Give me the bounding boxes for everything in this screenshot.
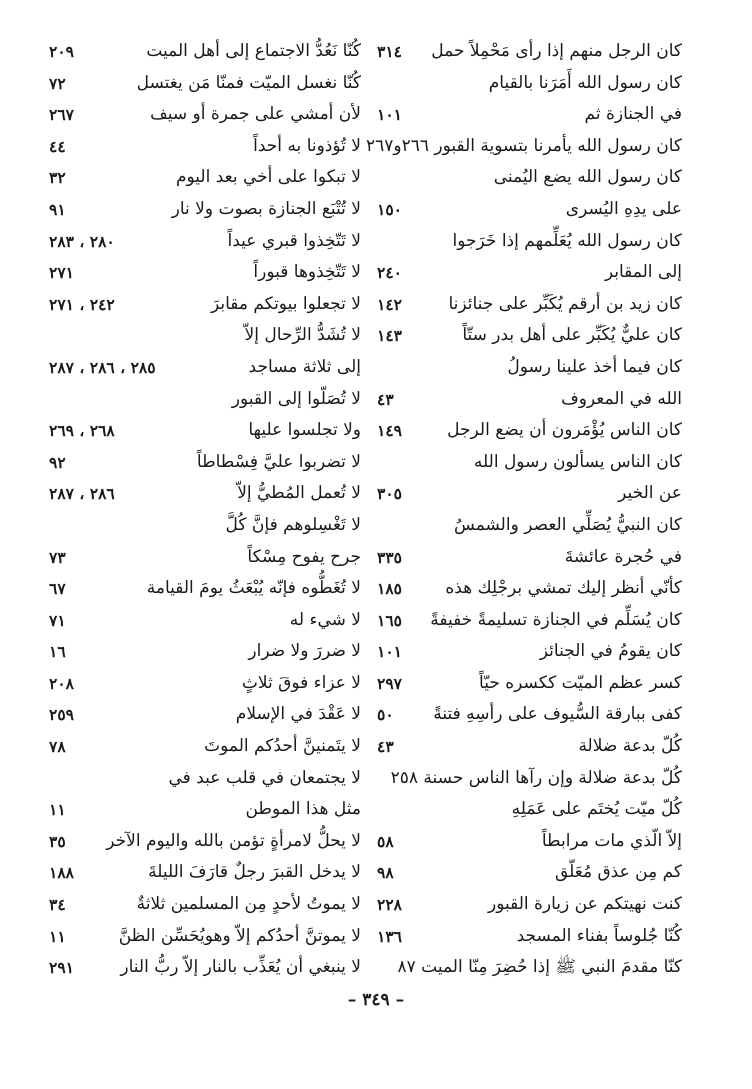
index-entry <box>377 573 682 605</box>
index-entry <box>49 731 361 763</box>
index-entry <box>49 36 361 68</box>
entry-text: لا تَغْسِلوهم فإنَّ كُلَّ <box>225 514 361 535</box>
index-entry <box>49 542 361 574</box>
index-entry <box>377 320 682 352</box>
entry-text: لا يتَمنينَّ أحدُكم الموتَ <box>204 736 361 757</box>
entry-page-number: ٢٦٨ ، ٢٦٩ <box>49 421 115 441</box>
index-entry <box>49 763 361 795</box>
index-entry <box>377 478 682 510</box>
entry-text: لا تَتّخِذوا قبري عيداً <box>227 230 361 251</box>
entry-page-number: ٢٥٩ <box>49 705 74 725</box>
index-entry <box>49 794 361 826</box>
index-entry <box>49 857 361 889</box>
entry-text: كُنّا نغسل الميّت فمنّا مَن يغتسل <box>136 72 361 93</box>
index-column-left <box>49 36 361 984</box>
entry-text: كان رسول الله يضع اليُمنى <box>493 167 682 188</box>
entry-page-number: ٣٢ <box>49 168 66 188</box>
index-entry <box>49 226 361 258</box>
index-entry <box>49 952 361 984</box>
index-entry <box>377 952 682 984</box>
entry-page-number: ٢٧١ <box>49 263 74 283</box>
entry-text: لا تُغَطُّوه فإنّه يُبْعَثُ يومَ القيامة <box>146 578 361 599</box>
index-entry <box>377 415 682 447</box>
entry-page-number: ٧٨ <box>49 737 66 757</box>
entry-page-number: ١٥٠ <box>377 199 402 219</box>
entry-page-number: ٧٣ <box>49 547 66 567</box>
entry-text: جرح يفوح مِسْكاً <box>247 546 361 567</box>
index-entry <box>49 68 361 100</box>
index-entry <box>49 447 361 479</box>
entry-page-number: ٩٨ <box>377 863 394 883</box>
index-entry <box>49 510 361 542</box>
entry-text: كُنّا نَعُدُّ الاجتماع إلى أهل الميت <box>146 41 361 61</box>
index-entry <box>377 889 682 921</box>
index-entry <box>49 415 361 447</box>
index-entry <box>377 542 682 574</box>
index-entry <box>377 99 682 131</box>
entry-page-number: ٢٨٥ ، ٢٨٦ ، ٢٨٧ <box>49 357 156 377</box>
index-entry <box>377 226 682 258</box>
index-entry <box>377 194 682 226</box>
entry-text: كان زيد بن أرقم يُكَبِّر على جنائزنا <box>448 293 682 314</box>
entry-page-number: ٩١ <box>49 199 66 219</box>
index-entry <box>377 36 682 68</box>
entry-page-number: ١١ <box>49 800 66 820</box>
entry-text: لا يجتمعان في قلب عبد في <box>168 767 361 788</box>
entry-text: كان عليٌّ يُكَبِّر على أهل بدر ستّاً <box>462 325 682 346</box>
index-entry <box>49 573 361 605</box>
entry-text: كُلّ ميّت يُختَم على عَمَلِهِ <box>511 799 682 820</box>
entry-text: لا تُعمل المُطيُّ إلاّ <box>237 483 361 504</box>
index-entry <box>377 352 682 384</box>
index-entry <box>377 699 682 731</box>
entry-page-number: ٣٤ <box>49 895 66 915</box>
entry-page-number: ٤٣ <box>377 737 394 757</box>
entry-text: كان النبيُّ يُصَلِّي العصر والشمسُ <box>454 514 682 535</box>
entry-text: لا عَقْدَ في الإسلام <box>235 704 361 725</box>
entry-text: لا عزاء فوقَ ثلاثٍ <box>241 672 361 693</box>
entry-page-number: ٣٥ <box>49 831 66 851</box>
entry-text: كُنّا جُلوساً بفناء المسجد <box>516 925 682 946</box>
entry-text: كان رسول الله يُعَلِّمهم إذا خَرَجوا <box>452 230 682 251</box>
entry-text: لا يموتُ لأحدٍ مِن المسلمين ثلاثةٌ <box>136 894 361 915</box>
entry-page-number: ٣٠٥ <box>377 484 402 504</box>
index-entry <box>377 162 682 194</box>
index-entry <box>377 289 682 321</box>
index-entry <box>49 352 361 384</box>
entry-page-number: ٢٤٢ ، ٢٧١ <box>49 294 115 314</box>
entry-text: لا يموتنَّ أحدُكم إلاّ وهويُحَسِّن الظنَّ <box>118 925 361 946</box>
index-entry <box>377 921 682 953</box>
entry-text: كان رسول الله أَمَرَنا بالقيام <box>488 72 682 93</box>
entry-text: لا تُصَلّوا إلى القبور <box>231 388 361 409</box>
entry-page-number: ١٨٥ <box>377 579 402 599</box>
entry-text: لا تضربوا عليَّ فِسْطاطاً <box>196 451 361 472</box>
entry-page-number: ١٠١ <box>377 642 402 662</box>
index-entry <box>377 605 682 637</box>
entry-text: كنّا مقدمَ النبي ﷺ إذا حُضِرَ مِنّا الميت ٨٧ <box>397 957 682 978</box>
entry-text: لا يدخل القبرَ رجلٌ قارَفَ الليلةَ <box>148 862 361 883</box>
entry-text: كان الناس يسألون رسول الله <box>473 451 682 472</box>
index-entry <box>49 99 361 131</box>
entry-page-number: ٦٧ <box>49 579 66 599</box>
entry-text: لا تجعلوا بيوتكم مقابرَ <box>210 293 361 314</box>
entry-page-number: ٢٦٧ <box>49 105 74 125</box>
index-entry <box>377 510 682 542</box>
index-entry <box>377 826 682 858</box>
index-entry <box>49 636 361 668</box>
entry-page-number: ٢٠٨ <box>49 673 74 693</box>
index-entry <box>49 478 361 510</box>
entry-page-number: ٧١ <box>49 610 66 630</box>
entry-text: كان يُسَلِّم في الجنازة تسليمةً خفيفةً <box>430 609 682 630</box>
index-entry <box>49 320 361 352</box>
entry-page-number: ٣١٤ <box>377 42 402 61</box>
index-entry <box>49 889 361 921</box>
entry-text: لا تُؤذونا به أحداً <box>253 135 361 156</box>
index-column-right <box>365 36 682 984</box>
entry-page-number: ٢٨٦ ، ٢٨٧ <box>49 484 115 504</box>
entry-text: لا تُشَدُّ الرِّحال إلاّ <box>244 325 361 346</box>
index-entry <box>49 605 361 637</box>
index-entry <box>377 794 682 826</box>
entry-text: كُلّ بدعة ضلالة <box>578 736 682 757</box>
entry-text: في الجنازة ثم <box>584 104 682 125</box>
entry-text: كأنّي أنظر إليك تمشي برجْلِك هذه <box>445 578 682 599</box>
entry-page-number: ١٤٣ <box>377 326 402 346</box>
entry-text: كان فيما أخذ علينا رسولُ <box>507 356 682 377</box>
entry-page-number: ٢٩١ <box>49 958 74 978</box>
entry-text: لأن أمشي على جمرة أو سيف <box>150 104 361 125</box>
index-entry <box>365 131 682 163</box>
entry-text: على يدِهِ اليُسرى <box>565 198 682 219</box>
entry-page-number: ٢٠٩ <box>49 42 74 61</box>
entry-text: كسر عظم الميّت ككسره حيّاً <box>479 672 682 693</box>
entry-text: لا تبكوا على أخي بعد اليوم <box>175 167 361 188</box>
index-entry <box>377 763 682 795</box>
entry-page-number: ١٤٩ <box>377 421 402 441</box>
entry-text: عن الخير <box>618 483 682 504</box>
index-entry <box>49 131 361 163</box>
entry-text: ولا تجلسوا عليها <box>248 420 361 441</box>
entry-text: إلى ثلاثة مساجد <box>248 356 361 377</box>
entry-page-number: ١٦ <box>49 642 66 662</box>
entry-text: في حُجرة عائشةَ <box>564 546 682 567</box>
index-entry <box>377 636 682 668</box>
index-entry <box>49 921 361 953</box>
entry-text: لا تَتّخِذوها قبوراً <box>253 262 361 283</box>
entry-text: لا ينبغي أن يُعَذِّب بالنار إلاّ ربُّ النار <box>120 957 361 978</box>
index-entry <box>377 731 682 763</box>
index-entry <box>49 668 361 700</box>
entry-page-number: ١١ <box>49 926 66 946</box>
index-entry <box>49 289 361 321</box>
index-entry <box>377 857 682 889</box>
entry-page-number: ٤٤ <box>49 136 66 156</box>
entry-page-number: ٥٠ <box>377 705 394 725</box>
entry-page-number: ١٣٦ <box>377 926 402 946</box>
entry-page-number: ١٤٢ <box>377 294 402 314</box>
index-entry <box>49 162 361 194</box>
index-entry <box>49 384 361 416</box>
index-entry <box>377 384 682 416</box>
entry-text: كان يقومُ في الجنائز <box>539 641 682 662</box>
entry-page-number: ٢٨٠ ، ٢٨٣ <box>49 231 115 251</box>
entry-page-number: ٥٨ <box>377 831 394 851</box>
index-entry <box>377 447 682 479</box>
index-entry <box>49 699 361 731</box>
entry-page-number: ١٠١ <box>377 105 402 125</box>
page-number: – ٣٤٩ – <box>347 990 405 1010</box>
entry-page-number: ٤٣ <box>377 389 394 409</box>
entry-text: لا شيء له <box>289 609 361 630</box>
entry-page-number: ٩٢ <box>49 452 66 472</box>
entry-text: كان رسول الله يأمرنا بتسوية القبور ٢٦٦و٢٦٧ <box>365 135 682 156</box>
entry-text: كان الرجل منهم إذا رأى مَحْمِلاً حمل <box>431 41 682 61</box>
entry-text: كفى ببارقة السُّيوف على رأسِهِ فتنةً <box>433 704 682 725</box>
entry-text: الله في المعروف <box>561 388 682 409</box>
entry-page-number: ٢٩٧ <box>377 673 402 693</box>
entry-text: كم مِن عذق مُعَلّق <box>554 862 682 883</box>
entry-page-number: ٧٢ <box>49 73 66 93</box>
entry-text: كنت نهيتكم عن زيارة القبور <box>487 894 682 915</box>
entry-text: كان الناس يُؤْمَرون أن يضع الرجل <box>447 420 682 441</box>
entry-page-number: ١٨٨ <box>49 863 74 883</box>
index-entry <box>377 257 682 289</box>
index-entry <box>49 257 361 289</box>
entry-page-number: ٢٤٠ <box>377 263 402 283</box>
entry-text: لا ضررَ ولا ضرار <box>248 641 361 662</box>
index-entry <box>377 68 682 100</box>
entry-page-number: ٢٢٨ <box>377 895 402 915</box>
entry-page-number: ٣٣٥ <box>377 547 402 567</box>
index-entry <box>49 826 361 858</box>
entry-text: لا يحلُّ لامرأةٍ تؤمن بالله واليوم الآخر <box>106 830 361 851</box>
index-entry <box>49 194 361 226</box>
index-entry <box>377 668 682 700</box>
entry-text: مثل هذا الموطن <box>245 799 361 820</box>
entry-text: كُلّ بدعة ضلالة وإن رآها الناس حسنة ٢٥٨ <box>390 767 682 788</box>
entry-text: لا تُتْبَع الجنازة بصوت ولا نار <box>171 198 361 219</box>
entry-text: إلى المقابر <box>604 262 682 283</box>
entry-page-number: ١٦٥ <box>377 610 402 630</box>
entry-text: إلاّ الّذي مات مرابطاً <box>541 830 682 851</box>
